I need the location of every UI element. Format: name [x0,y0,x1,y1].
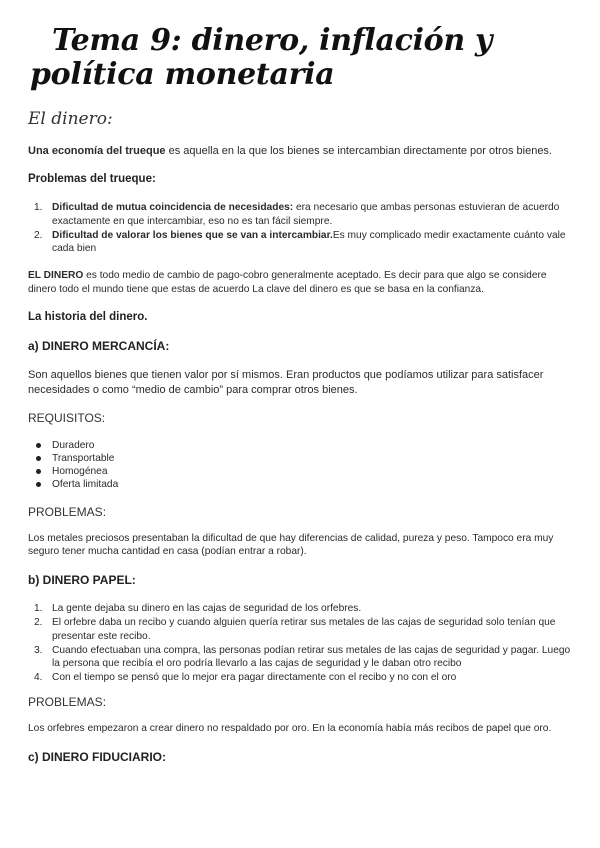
bullet-icon [36,469,41,474]
list-item-bold: Dificultad de valorar los bienes que se van a intercambiar. [52,229,333,241]
problemas-papel-label: PROBLEMAS: [28,694,107,709]
list-item-text: Oferta limitada [52,478,119,490]
list-item-text: Con el tiempo se pensó que lo mejor era pagar directamente con el recibo y no con el oro [52,672,457,684]
list-number: 3. [34,644,43,656]
page-title [30,23,572,92]
document-page [28,24,572,779]
bullet-icon [36,456,41,461]
problemas-mercancia-label: PROBLEMAS: [28,504,107,519]
list-item [28,465,572,478]
dinero-papel-heading: b) DINERO PAPEL: [28,572,136,587]
title-line-1: Tema 9: dinero, inflación y [52,23,493,58]
list-number: 2. [34,229,43,241]
list-item-bold: Dificultad de mutua coincidencia de necesidades: [52,202,294,214]
title-line-2: política monetaria [30,57,335,92]
list-number: 1. [34,202,43,214]
list-item [28,616,572,643]
list-item-text: El orfebre daba un recibo y cuando alguien quería retirar sus metales de las cajas de seguridad solo tenían que presentar este recibo. [52,617,556,642]
requisitos-list [28,439,572,491]
el-dinero-text: es todo medio de cambio de pago-cobro generalmente aceptado. Es decir para que algo se considere dinero todo el mundo tiene que estas de acuerdo La clave del dinero es que se basa en la confianza. [28,270,547,295]
problemas-mercancia-text: Los metales preciosos presentaban la dificultad de que hay diferencias de calidad, pureza y peso. Tampoco era muy seguro tener mucha cantidad en casa (podían entrar a robar). [28,533,554,558]
bullet-icon [36,443,41,448]
list-item-text: La gente dejaba su dinero en las cajas de seguridad de los orfebres. [52,603,362,615]
problemas-trueque-heading: Problemas del trueque: [28,173,156,186]
list-item-text: era necesario que ambas personas estuvieran de acuerdo exactamente en que intercambiar, eso no es tan fácil siempre. [52,202,560,227]
list-item [28,644,572,671]
section-heading-el-dinero: El dinero: [28,109,113,129]
list-item-text: Transportable [52,452,115,464]
dinero-mercancia-heading: a) DINERO MERCANCÍA: [28,338,170,353]
problemas-papel-text: Los orfebres empezaron a crear dinero no respaldado por oro. En la economía había más recibos de papel que oro. [28,723,552,735]
historia-heading: La historia del dinero. [28,310,148,323]
problemas-trueque-list [28,201,572,255]
list-item-text: Cuando efectuaban una compra, las personas podían retirar sus metales de las cajas de seguridad y pagar. Luego la persona que recibía el oro podría llevarlo a las cajas de seguridad y le daban otro recibo [52,644,571,670]
list-item [28,439,572,452]
el-dinero-paragraph [28,269,572,296]
list-item [28,602,572,615]
trueque-text: es aquella en la que los bienes se intercambian directamente por otros bienes. [165,145,552,158]
list-number: 2. [34,617,43,629]
dinero-papel-list [28,602,572,685]
list-item-text: Es muy complicado medir exactamente cuánto vale cada bien [52,229,566,255]
list-number: 1. [34,603,43,615]
dinero-fiduciario-heading: c) DINERO FIDUCIARIO: [28,749,166,764]
list-item [28,452,572,465]
trueque-paragraph [28,144,572,158]
bullet-icon [36,482,41,487]
list-item-text: Duradero [52,439,95,451]
list-number: 4. [34,672,43,684]
list-item [28,229,572,256]
requisitos-label: REQUISITOS: [28,410,106,425]
dinero-mercancia-text: Son aquellos bienes que tienen valor por sí mismos. Eran productos que podíamos utilizar para satisfacer necesidades o como “medio de cambio” para comprar otros bienes. [28,369,544,396]
list-item [28,478,572,491]
trueque-term: Una economía del trueque [28,145,166,158]
list-item-text: Homogénea [52,465,108,477]
el-dinero-term: EL DINERO [28,270,84,282]
list-item [28,201,572,228]
list-item [28,671,572,684]
